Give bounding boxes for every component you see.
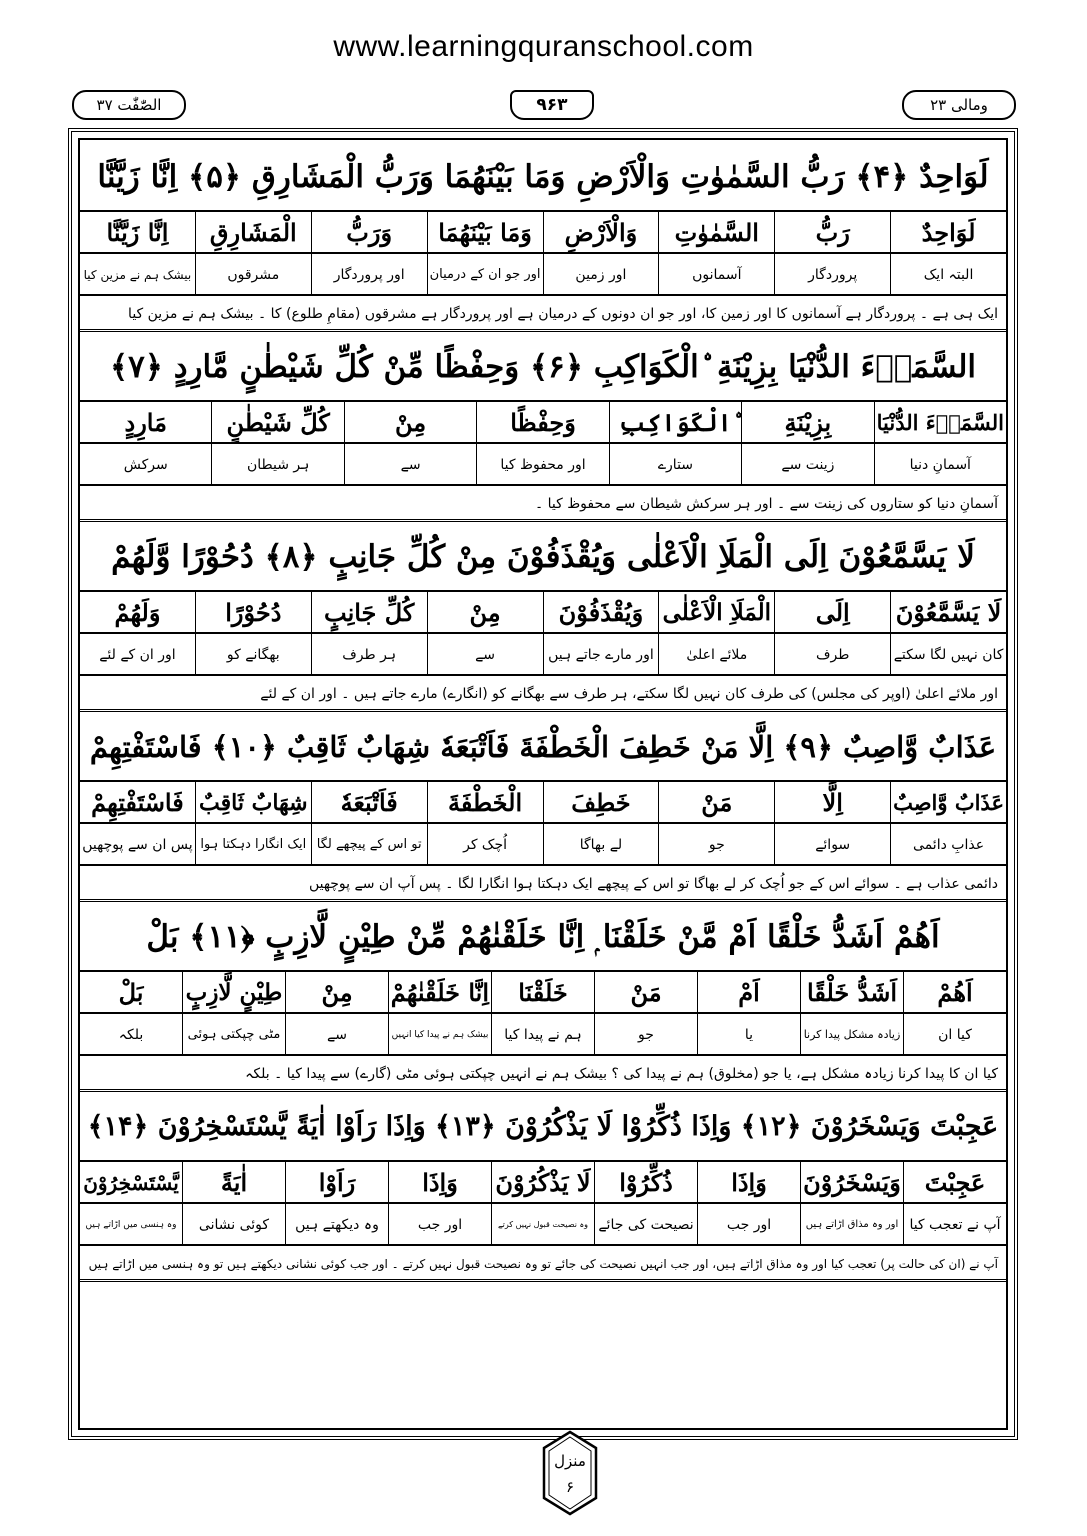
verse-section: [80, 1092, 1006, 1282]
arabic-verse: عَذَابٌ وَّاصِبٌ ﴿۹﴾ اِلَّا مَنْ خَطِفَ الْخَطْفَةَ فَاَتْبَعَهٗ شِهَابٌ ثَاقِبٌ ﴿۱۰﴾ فَاسْتَفْتِهِمْ: [80, 712, 1006, 782]
urdu-meaning-cell: آسمانوں: [658, 254, 774, 296]
juz-label: ومالی ۲۳: [902, 90, 1016, 120]
urdu-meaning-cell: مٹی چپکتی ہوئی: [182, 1014, 285, 1056]
arabic-word-cell: مَنْ: [658, 782, 774, 824]
urdu-meaning-cell: اور ان کے لئے: [80, 634, 195, 676]
arabic-word-cell: مِنْ: [285, 972, 388, 1014]
urdu-meaning-cell: سوائے: [774, 824, 890, 866]
arabic-word-cell: وَاِذَا: [697, 1162, 800, 1204]
urdu-translation: آپ نے (ان کی حالت پر) تعجب کیا اور وہ مذاق اڑاتے ہیں، اور جب انہیں نصیحت کی جائے تو وہ نصیحت قبول نہیں کرتے ۔ اور جب کوئی نشانی دیکھتے ہیں تو وہ ہنسی میں اڑاتے ہیں: [80, 1246, 1006, 1282]
arabic-word-cell: الْخَطْفَةَ: [427, 782, 543, 824]
verse-section: [80, 522, 1006, 712]
urdu-meaning-cell: اور جب: [388, 1204, 491, 1246]
arabic-word-cell: وَيَسْخَرُوْنَ: [800, 1162, 903, 1204]
word-row: [80, 972, 1006, 1014]
urdu-meaning-cell: ہر شیطان: [211, 444, 343, 486]
arabic-word-cell: كُلِّ جَانِبٍ: [311, 592, 427, 634]
urdu-meaning-cell: جو: [658, 824, 774, 866]
urdu-meaning-cell: اور جب: [697, 1204, 800, 1246]
meaning-row: [80, 1014, 1006, 1056]
page-number: ۹۶۳: [510, 90, 594, 120]
urdu-meaning-cell: اور محفوظ کیا: [476, 444, 608, 486]
urdu-meaning-cell: اور پروردگار: [311, 254, 427, 296]
urdu-meaning-cell: زیادہ مشکل پیدا کرنا: [800, 1014, 903, 1056]
urdu-meaning-cell: اور مارے جاتے ہیں: [543, 634, 659, 676]
arabic-word-cell: يَّسْتَسْخِرُوْنَ: [80, 1162, 182, 1204]
arabic-word-cell: رَبُّ: [774, 212, 890, 254]
arabic-word-cell: بِزِيْنَةِ: [741, 402, 873, 444]
urdu-meaning-cell: آپ نے تعجب کیا: [903, 1204, 1006, 1246]
urdu-meaning-cell: وہ نصیحت قبول نہیں کرتے: [491, 1204, 594, 1246]
arabic-word-cell: مِنْ: [344, 402, 476, 444]
arabic-word-cell: اَمْ: [697, 972, 800, 1014]
arabic-word-cell: وَمَا بَيْنَهُمَا: [427, 212, 543, 254]
arabic-word-cell: لَا يَذْكُرُوْنَ: [491, 1162, 594, 1204]
urdu-meaning-cell: مشرقوں: [195, 254, 311, 296]
arabic-verse: لَوَاحِدٌ ﴿۴﴾ رَبُّ السَّمٰوٰتِ وَالْاَرْضِ وَمَا بَيْنَهُمَا وَرَبُّ الْمَشَارِقِ ﴿۵﴾ اِنَّا زَيَّنَّا: [80, 142, 1006, 212]
urdu-meaning-cell: سے: [285, 1014, 388, 1056]
urdu-meaning-cell: کان نہیں لگا سکتے: [890, 634, 1006, 676]
manzil-number: ۶: [565, 1478, 575, 1496]
urdu-meaning-cell: وہ ہنسی میں اڑاتے ہیں: [80, 1204, 182, 1246]
arabic-word-cell: ذُكِّرُوْا: [594, 1162, 697, 1204]
verse-section: [80, 902, 1006, 1092]
verse-section: [80, 142, 1006, 332]
urdu-meaning-cell: بلکہ: [80, 1014, 182, 1056]
urdu-meaning-cell: یا: [697, 1014, 800, 1056]
verse-section: [80, 332, 1006, 522]
arabic-word-cell: الْمَلَاِ الْاَعْلٰى: [658, 592, 774, 634]
urdu-meaning-cell: سے: [344, 444, 476, 486]
urdu-meaning-cell: ستارے: [609, 444, 741, 486]
arabic-word-cell: عَجِبْتَ: [903, 1162, 1006, 1204]
urdu-meaning-cell: لے بھاگا: [543, 824, 659, 866]
meaning-row: [80, 1204, 1006, 1246]
content-area: [78, 138, 1008, 1430]
arabic-word-cell: لَا يَسَّمَّعُوْنَ: [890, 592, 1006, 634]
arabic-word-cell: الْمَشَارِقِ: [195, 212, 311, 254]
urdu-meaning-cell: تو اس کے پیچھے لگا: [311, 824, 427, 866]
word-row: [80, 1162, 1006, 1204]
arabic-word-cell: مَنْ: [594, 972, 697, 1014]
urdu-meaning-cell: ہم نے پیدا کیا: [491, 1014, 594, 1056]
urdu-meaning-cell: پس ان سے پوچھیں: [80, 824, 195, 866]
arabic-word-cell: السَّمَاۗءَ الدُّنْيَا: [874, 402, 1006, 444]
word-row: [80, 402, 1006, 444]
urdu-translation: دائمی عذاب ہے ۔ سوائے اس کے جو اُچک کر لے بھاگا تو اس کے پیچھے ایک دہکتا ہوا انگارا لگا ۔ پس آپ ان سے پوچھیں: [80, 866, 1006, 902]
urdu-meaning-cell: اُچک کر: [427, 824, 543, 866]
urdu-meaning-cell: اور وہ مذاق اڑاتے ہیں: [800, 1204, 903, 1246]
urdu-meaning-cell: سے: [427, 634, 543, 676]
manzil-marker: [540, 1430, 600, 1516]
arabic-word-cell: وَاِذَا: [388, 1162, 491, 1204]
arabic-verse: اَهُمْ اَشَدُّ خَلْقًا اَمْ مَّنْ خَلَقْنَا ۭ اِنَّا خَلَقْنٰهُمْ مِّنْ طِيْنٍ لَّازِبٍ ﴿۱۱﴾ بَلْ: [80, 902, 1006, 972]
arabic-word-cell: بَلْ: [80, 972, 182, 1014]
surah-name-label: الصّٰفّٰت ۳۷: [72, 90, 186, 120]
arabic-word-cell: خَلَقْنَا: [491, 972, 594, 1014]
arabic-verse: لَا يَسَّمَّعُوْنَ اِلَى الْمَلَاِ الْاَعْلٰى وَيُقْذَفُوْنَ مِنْ كُلِّ جَانِبٍ ﴿۸﴾ دُحُوْرًا وَّلَهُمْ: [80, 522, 1006, 592]
arabic-word-cell: اِلَى: [774, 592, 890, 634]
arabic-word-cell: ۨالْكَوَاكِبِ: [609, 402, 741, 444]
page-header: [72, 90, 1016, 120]
urdu-meaning-cell: ایک انگارا دہکتا ہوا: [195, 824, 311, 866]
arabic-word-cell: رَاَوْا: [285, 1162, 388, 1204]
urdu-meaning-cell: جو: [594, 1014, 697, 1056]
meaning-row: [80, 444, 1006, 486]
urdu-meaning-cell: طرف: [774, 634, 890, 676]
urdu-translation: کیا ان کا پیدا کرنا زیادہ مشکل ہے، یا جو (مخلوق) ہم نے پیدا کی ؟ بیشک ہم نے انہیں چپکتی ہوئی مٹی (گارے) سے پیدا کیا ۔ بلکہ: [80, 1056, 1006, 1092]
arabic-word-cell: وَالْاَرْضِ: [543, 212, 659, 254]
arabic-word-cell: اَشَدُّ خَلْقًا: [800, 972, 903, 1014]
urdu-meaning-cell: اور زمین: [543, 254, 659, 296]
arabic-word-cell: وَحِفْظًا: [476, 402, 608, 444]
urdu-translation: ایک ہی ہے ۔ پروردگار ہے آسمانوں کا اور زمین کا، اور جو ان دونوں کے درمیان ہے اور پروردگار ہے مشرقوں (مقامِ طلوع) کا ۔ بیشک ہم نے مزین کیا: [80, 296, 1006, 332]
arabic-word-cell: دُحُوْرًا: [195, 592, 311, 634]
urdu-meaning-cell: کیا ان: [903, 1014, 1006, 1056]
arabic-word-cell: مِنْ: [427, 592, 543, 634]
urdu-translation: آسمانِ دنیا کو ستاروں کی زینت سے ۔ اور ہر سرکش شیطان سے محفوظ کیا ۔: [80, 486, 1006, 522]
page-frame: [68, 128, 1018, 1440]
meaning-row: [80, 824, 1006, 866]
urdu-meaning-cell: وہ دیکھتے ہیں: [285, 1204, 388, 1246]
arabic-word-cell: وَلَهُمْ: [80, 592, 195, 634]
arabic-word-cell: اٰيَةً: [182, 1162, 285, 1204]
arabic-word-cell: شِهَابٌ ثَاقِبٌ: [195, 782, 311, 824]
word-row: [80, 782, 1006, 824]
meaning-row: [80, 634, 1006, 676]
arabic-word-cell: اِنَّا خَلَقْنٰهُمْ: [388, 972, 491, 1014]
website-url: www.learningquranschool.com: [333, 30, 754, 63]
arabic-word-cell: لَوَاحِدٌ: [890, 212, 1006, 254]
arabic-word-cell: خَطِفَ: [543, 782, 659, 824]
urdu-meaning-cell: بھگانے کو: [195, 634, 311, 676]
manzil-hexagon-icon: [540, 1430, 600, 1516]
urdu-meaning-cell: بیشک ہم نے مزین کیا: [80, 254, 195, 296]
urdu-meaning-cell: کوئی نشانی: [182, 1204, 285, 1246]
urdu-meaning-cell: البتہ ایک: [890, 254, 1006, 296]
urdu-meaning-cell: عذابِ دائمی: [890, 824, 1006, 866]
urdu-meaning-cell: بیشک ہم نے پیدا کیا انہیں: [388, 1014, 491, 1056]
arabic-word-cell: اِنَّا زَيَّنَّا: [80, 212, 195, 254]
arabic-verse: عَجِبْتَ وَيَسْخَرُوْنَ ﴿۱۲﴾ وَاِذَا ذُكِّرُوْا لَا يَذْكُرُوْنَ ﴿۱۳﴾ وَاِذَا رَاَوْا اٰيَةً يَّسْتَسْخِرُوْنَ ﴿۱۴﴾: [80, 1092, 1006, 1162]
arabic-word-cell: فَاَتْبَعَهٗ: [311, 782, 427, 824]
arabic-word-cell: السَّمٰوٰتِ: [658, 212, 774, 254]
urdu-meaning-cell: زینت سے: [741, 444, 873, 486]
word-row: [80, 212, 1006, 254]
arabic-word-cell: كُلِّ شَيْطٰنٍ: [211, 402, 343, 444]
arabic-word-cell: وَيُقْذَفُوْنَ: [543, 592, 659, 634]
urdu-meaning-cell: ہر طرف: [311, 634, 427, 676]
arabic-word-cell: اَهُمْ: [903, 972, 1006, 1014]
urdu-meaning-cell: ملائے اعلیٰ: [658, 634, 774, 676]
meaning-row: [80, 254, 1006, 296]
arabic-word-cell: مَارِدٍ: [80, 402, 211, 444]
arabic-word-cell: عَذَابٌ وَّاصِبٌ: [890, 782, 1006, 824]
urdu-meaning-cell: پروردگار: [774, 254, 890, 296]
urdu-meaning-cell: آسمانِ دنیا: [874, 444, 1006, 486]
manzil-label: منزل: [554, 1452, 586, 1470]
arabic-word-cell: طِيْنٍ لَّازِبٍ: [182, 972, 285, 1014]
urdu-meaning-cell: اور جو ان کے درمیان: [427, 254, 543, 296]
urdu-meaning-cell: سرکش: [80, 444, 211, 486]
word-row: [80, 592, 1006, 634]
verse-section: [80, 712, 1006, 902]
arabic-verse: السَّمَاۗءَ الدُّنْيَا بِزِيْنَةِ ۨالْكَوَاكِبِ ﴿۶﴾ وَحِفْظًا مِّنْ كُلِّ شَيْطٰنٍ مَّارِدٍ ﴿۷﴾: [80, 332, 1006, 402]
urdu-meaning-cell: نصیحت کی جائے: [594, 1204, 697, 1246]
urdu-translation: اور ملائے اعلیٰ (اوپر کی مجلس) کی طرف کان نہیں لگا سکتے، ہر طرف سے بھگانے کو (انگارے) مارے جاتے ہیں ۔ اور ان کے لئے: [80, 676, 1006, 712]
arabic-word-cell: وَرَبُّ: [311, 212, 427, 254]
arabic-word-cell: فَاسْتَفْتِهِمْ: [80, 782, 195, 824]
arabic-word-cell: اِلَّا: [774, 782, 890, 824]
